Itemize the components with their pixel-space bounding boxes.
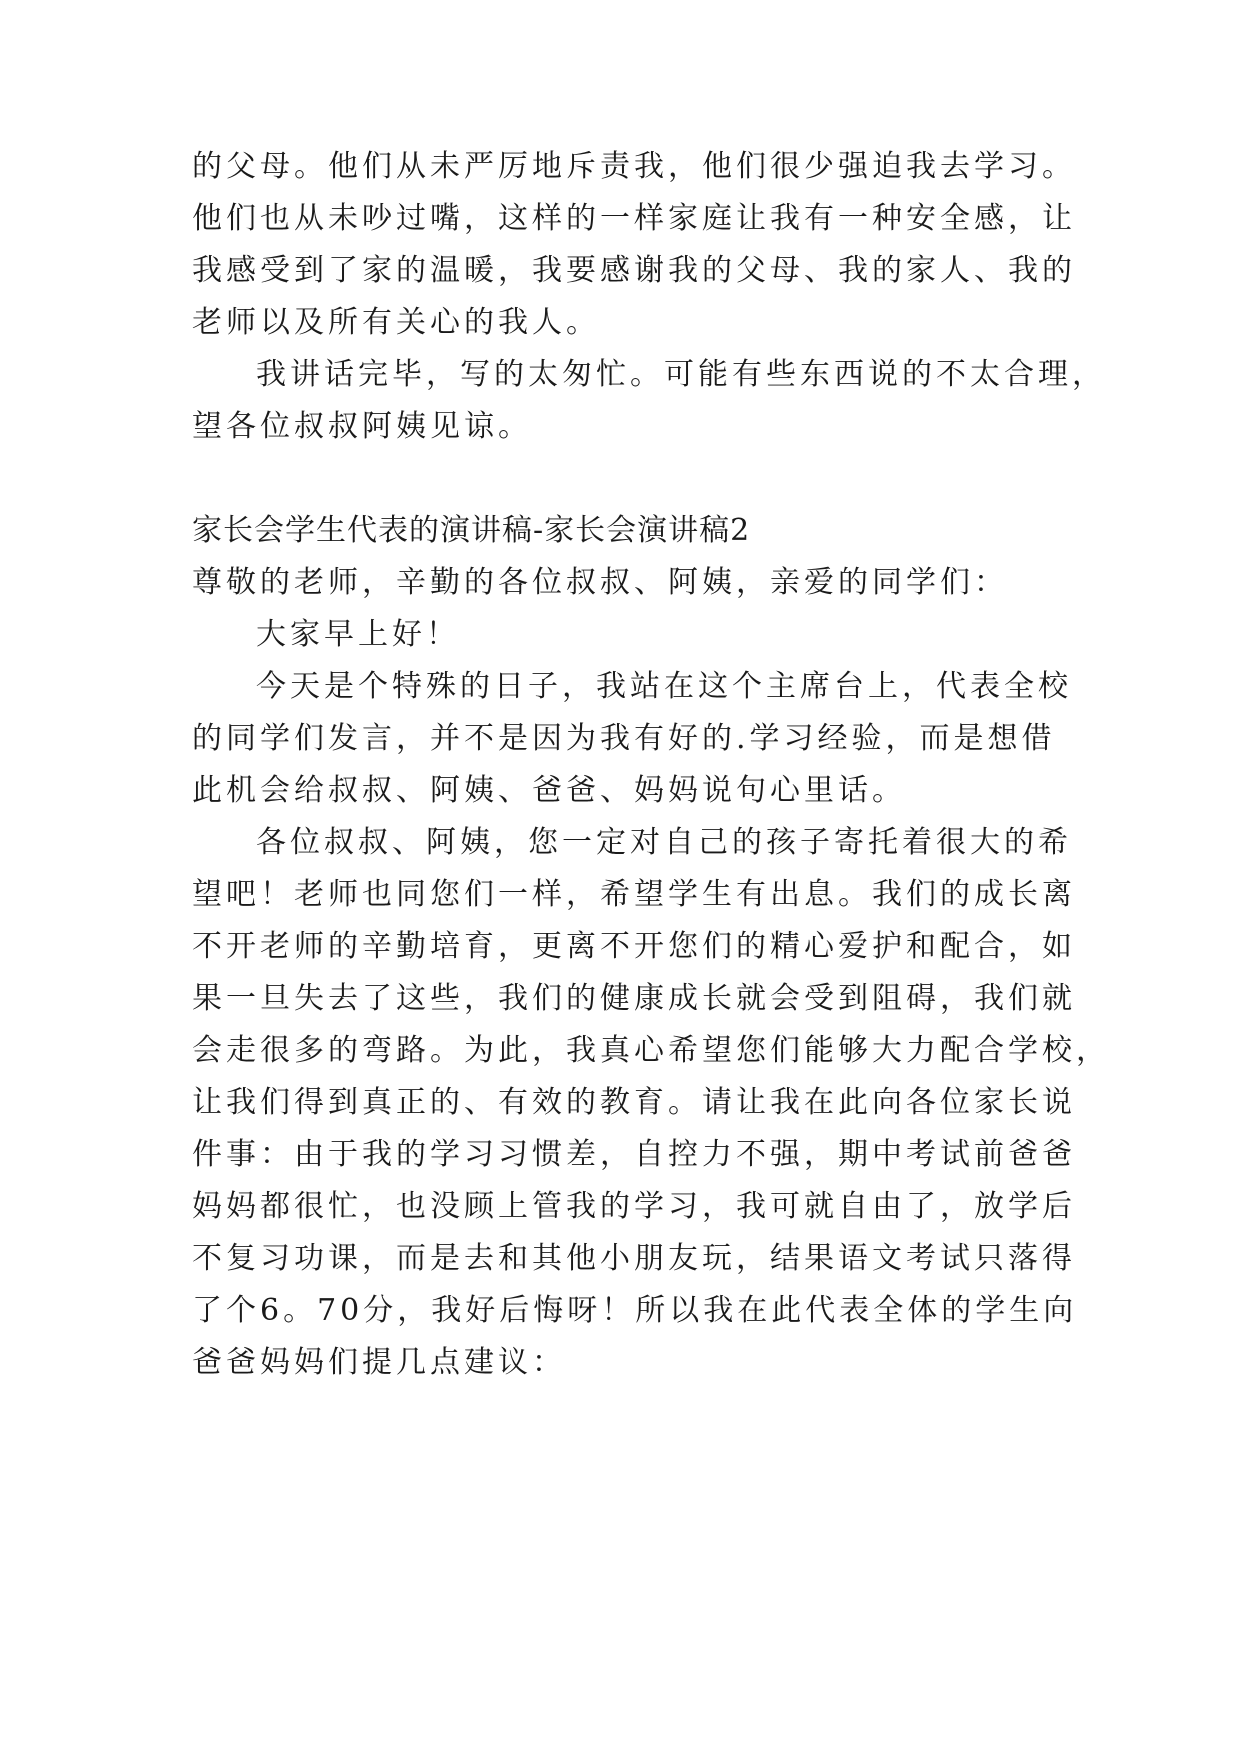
paragraph-line: 我讲话完毕，写的太匆忙。可能有些东西说的不太合理， [256,357,1106,392]
paragraph-line: 会走很多的弯路。为此，我真心希望您们能够大力配合学校， [192,1033,1110,1068]
section-title: 家长会学生代表的演讲稿-家长会演讲稿2 [192,513,751,548]
paragraph-line: 此机会给叔叔、阿姨、爸爸、妈妈说句心里话。 [192,773,906,808]
paragraph-line: 不开老师的辛勤培育，更离不开您们的精心爱护和配合，如 [192,929,1076,964]
paragraph-line: 不复习功课，而是去和其他小朋友玩，结果语文考试只落得 [192,1241,1076,1276]
paragraph-line: 望吧！老师也同您们一样，希望学生有出息。我们的成长离 [192,877,1076,912]
paragraph-line: 果一旦失去了这些，我们的健康成长就会受到阻碍，我们就 [192,981,1076,1016]
paragraph-line: 让我们得到真正的、有效的教育。请让我在此向各位家长说 [192,1085,1076,1120]
paragraph-line: 爸爸妈妈们提几点建议： [192,1345,566,1380]
paragraph-line: 了个6。70分，我好后悔呀！所以我在此代表全体的学生向 [192,1293,1078,1328]
paragraph-line: 妈妈都很忙，也没顾上管我的学习，我可就自由了，放学后 [192,1189,1076,1224]
salutation: 尊敬的老师，辛勤的各位叔叔、阿姨，亲爱的同学们： [192,565,1008,600]
paragraph-line: 的同学们发言，并不是因为我有好的.学习经验，而是想借 [192,721,1056,756]
greeting: 大家早上好！ [256,617,460,652]
paragraph-line: 今天是个特殊的日子，我站在这个主席台上，代表全校 [256,669,1072,704]
paragraph-line: 的父母。他们从未严厉地斥责我，他们很少强迫我去学习。 [192,149,1076,184]
paragraph-line: 望各位叔叔阿姨见谅。 [192,409,532,444]
paragraph-line: 我感受到了家的温暖，我要感谢我的父母、我的家人、我的 [192,253,1076,288]
paragraph-line: 老师以及所有关心的我人。 [192,305,600,340]
paragraph-line: 各位叔叔、阿姨，您一定对自己的孩子寄托着很大的希 [256,825,1072,860]
paragraph-line: 件事：由于我的学习习惯差，自控力不强，期中考试前爸爸 [192,1137,1076,1172]
paragraph-line: 他们也从未吵过嘴，这样的一样家庭让我有一种安全感，让 [192,201,1076,236]
